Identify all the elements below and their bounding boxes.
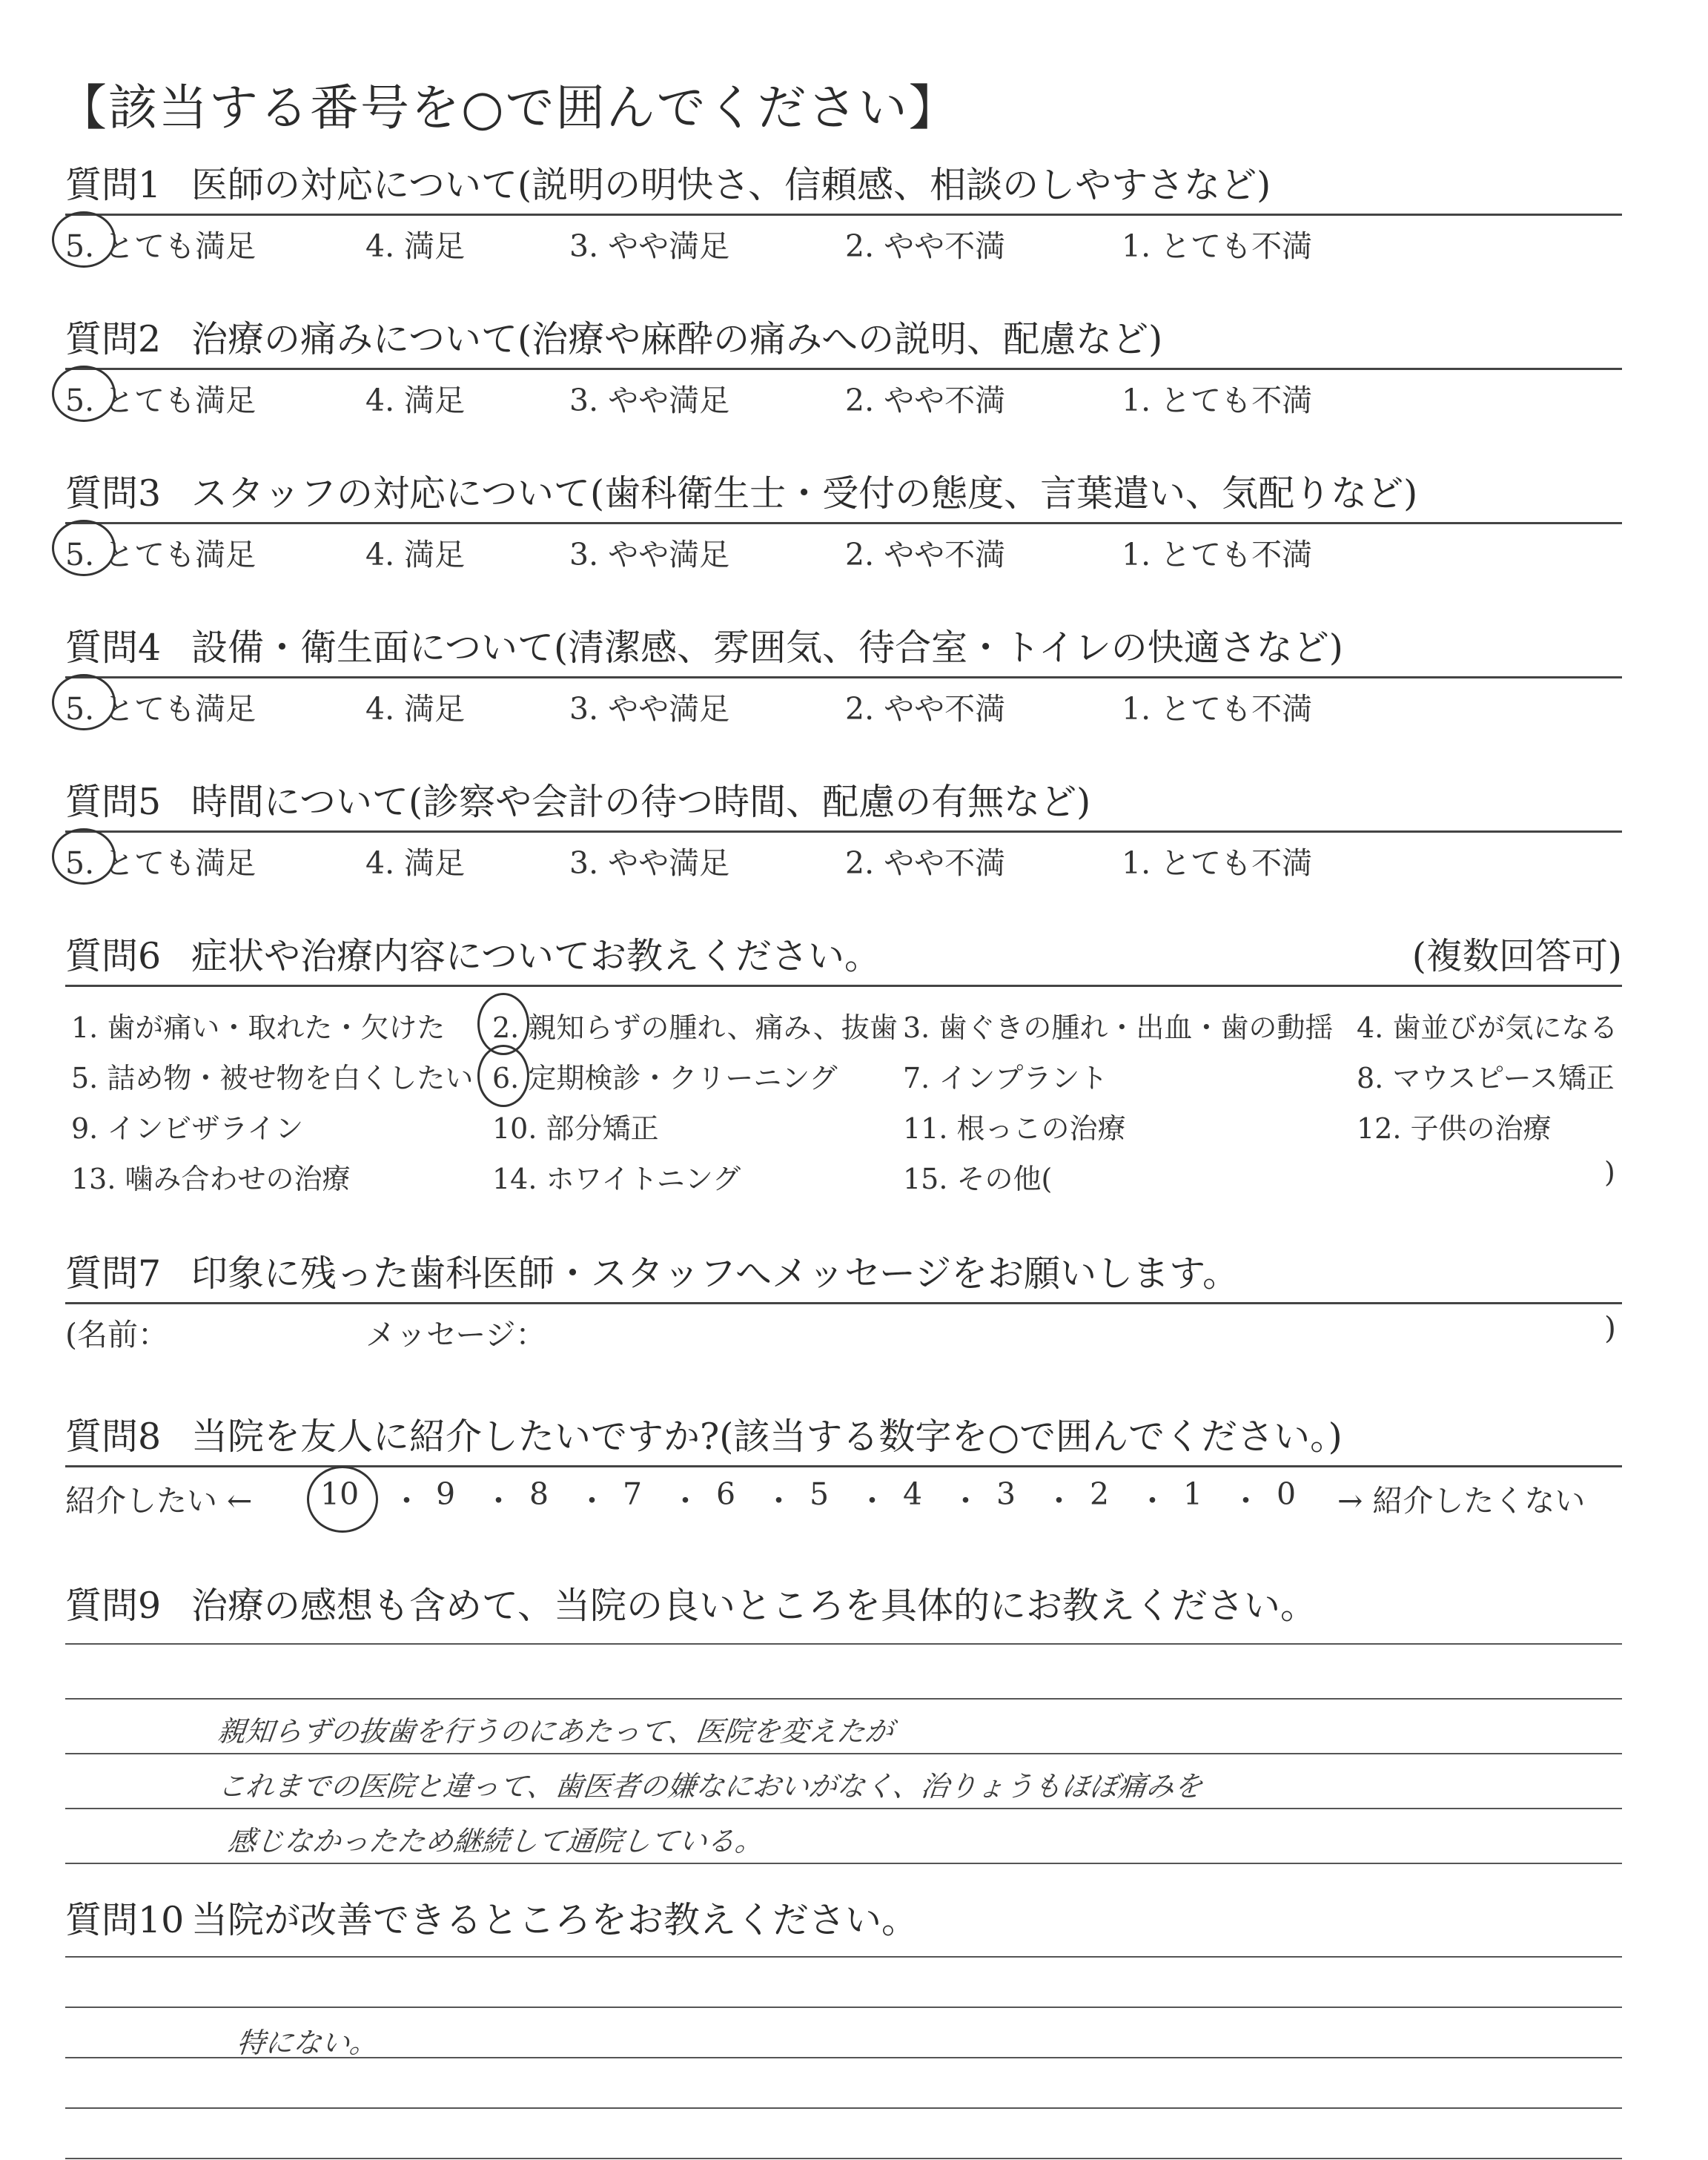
question-number: 質問1 [65,164,162,206]
scale-separator: ・ [857,1483,887,1519]
message-label: メッセージ： [365,1317,546,1353]
symptom-option[interactable]: 10. 部分矯正 [492,1112,659,1145]
rating-option-3[interactable]: 3. やや満足 [569,537,730,572]
question-text: 治療の感想も含めて、当院の良いところを具体的にお教えください。 [191,1585,1317,1627]
rating-options [65,833,1622,880]
question-text: 当院を友人に紹介したいですか?(該当する数字を○で囲んでください。) [191,1416,1343,1458]
scale-separator: ・ [1231,1483,1261,1519]
symptom-option-other[interactable]: 15. その他( [903,1163,1053,1195]
scale-separator: ・ [1044,1483,1074,1519]
multiple-answer-note: (複数回答可) [1411,935,1622,977]
question-9 [65,1578,1622,1857]
rating-option-2[interactable]: 2. やや不満 [845,691,1006,727]
question-number: 質問3 [65,472,162,515]
rating-option-3[interactable]: 3. やや満足 [569,691,730,727]
page-title: 【該当する番号を○で囲んでください】 [58,79,959,136]
rating-options [65,370,1622,417]
question-number: 質問7 [65,1252,162,1295]
question-3 [65,466,1622,572]
question-4 [65,620,1622,726]
symptom-option[interactable]: 13. 噛み合わせの治療 [71,1163,351,1195]
symptom-option[interactable]: 14. ホワイトニング [492,1163,741,1195]
handwritten-answer: 特にない。 [235,2027,380,2059]
handwritten-answer: 感じなかったため継続して通院している。 [226,1825,765,1857]
scale-left-label: 紹介したい ← [65,1483,253,1519]
rating-option-5[interactable]: 5. とても満足 [65,537,256,572]
symptom-option[interactable]: 12. 子供の治療 [1357,1112,1552,1145]
answer-line [65,1698,1622,1700]
rating-option-5[interactable]: 5. とても満足 [65,691,256,727]
answer-line [65,1956,1622,1958]
rating-option-2[interactable]: 2. やや不満 [845,228,1006,264]
scale-value[interactable]: 2 [1090,1476,1110,1512]
question-5 [65,774,1622,880]
scale-separator: ・ [483,1483,514,1519]
question-text: 印象に残った歯科医師・スタッフへメッセージをお願いします。 [191,1252,1239,1295]
message-close-paren: ) [1604,1310,1616,1346]
rating-option-5[interactable]: 5. とても満足 [65,383,256,418]
rating-option-4[interactable]: 4. 満足 [365,691,466,727]
rating-option-4[interactable]: 4. 満足 [365,537,466,572]
rating-option-1[interactable]: 1. とても不満 [1122,537,1313,572]
rating-option-5[interactable]: 5. とても満足 [65,845,256,881]
symptom-option[interactable]: 8. マウスピース矯正 [1357,1062,1615,1094]
rating-option-2[interactable]: 2. やや不満 [845,537,1006,572]
question-text: 治療の痛みについて(治療や麻酔の痛みへの説明、配慮など) [191,318,1163,360]
symptom-option[interactable]: 2. 親知らずの腫れ、痛み、抜歯 [492,1011,898,1044]
scale-value[interactable]: 4 [903,1476,923,1512]
answer-line [65,2158,1622,2159]
rating-option-4[interactable]: 4. 満足 [365,228,466,264]
scale-value[interactable]: 5 [810,1476,830,1512]
rating-options [65,524,1622,572]
rating-option-1[interactable]: 1. とても不満 [1122,845,1313,881]
scale-separator: ・ [670,1483,701,1519]
scale-value[interactable]: 3 [996,1476,1016,1512]
scale-value[interactable]: 9 [436,1476,456,1512]
question-number: 質問6 [65,935,162,977]
scale-separator: ・ [391,1483,422,1519]
question-number: 質問10 [65,1899,185,1941]
question-text: 医師の対応について(説明の明快さ、信頼感、相談のしやすさなど) [191,164,1271,206]
rating-options [65,678,1622,726]
rating-option-1[interactable]: 1. とても不満 [1122,228,1313,264]
symptom-option[interactable]: 5. 詰め物・被せ物を白くしたい [71,1062,474,1094]
recommend-scale [65,1467,1622,1524]
question-text: 設備・衛生面について(清潔感、雰囲気、待合室・トイレの快適さなど) [191,627,1343,669]
question-10 [65,1892,1622,2059]
question-2 [65,311,1622,417]
question-text: スタッフの対応について(歯科衛生士・受付の態度、言葉遣い、気配りなど) [191,472,1418,515]
question-1 [65,157,1622,263]
scale-value[interactable]: 1 [1183,1476,1203,1512]
scale-separator: ・ [577,1483,607,1519]
symptom-option[interactable]: 9. インビザライン [71,1112,304,1145]
symptom-option[interactable]: 1. 歯が痛い・取れた・欠けた [71,1011,446,1044]
scale-value[interactable]: 8 [529,1476,549,1512]
scale-value[interactable]: 10 [320,1476,360,1512]
question-number: 質問8 [65,1416,162,1458]
answer-line [65,1643,1622,1645]
scale-separator: ・ [1137,1483,1168,1519]
question-number: 質問5 [65,781,162,823]
symptom-option[interactable]: 4. 歯並びが気になる [1357,1011,1618,1044]
answer-line [65,1863,1622,1864]
name-label: (名前： [65,1317,168,1353]
question-text: 時間について(診察や会計の待つ時間、配慮の有無など) [191,781,1091,823]
answer-line [65,1753,1622,1754]
symptom-option[interactable]: 6. 定期検診・クリーニング [492,1062,838,1094]
rating-option-4[interactable]: 4. 満足 [365,845,466,881]
rating-option-5[interactable]: 5. とても満足 [65,228,256,264]
rating-option-4[interactable]: 4. 満足 [365,383,466,418]
answer-line [65,2007,1622,2008]
question-number: 質問9 [65,1585,162,1627]
scale-value[interactable]: 6 [716,1476,736,1512]
answer-line [65,2107,1622,2109]
question-text: 症状や治療内容についてお教えください。 [191,935,881,977]
rating-option-2[interactable]: 2. やや不満 [845,845,1006,881]
handwritten-answer: 親知らずの抜歯を行うのにあたって、医院を変えたが [216,1715,896,1748]
scale-value[interactable]: 0 [1277,1476,1297,1512]
rating-option-2[interactable]: 2. やや不満 [845,383,1006,418]
scale-value[interactable]: 7 [623,1476,643,1512]
question-number: 質問4 [65,627,162,669]
symptom-option[interactable]: 7. インプラント [903,1062,1108,1094]
other-close-paren: ) [1604,1156,1615,1189]
rating-option-3[interactable]: 3. やや満足 [569,845,730,881]
question-7 [65,1246,1622,1352]
scale-separator: ・ [950,1483,981,1519]
rating-option-3[interactable]: 3. やや満足 [569,383,730,418]
question-6 [65,928,1622,1202]
question-8 [65,1409,1622,1524]
symptom-options [65,987,1622,1202]
rating-option-1[interactable]: 1. とても不満 [1122,383,1313,418]
rating-option-1[interactable]: 1. とても不満 [1122,691,1313,727]
handwritten-answer: これまでの医院と違って、歯医者の嫌なにおいがなく、治りょうもほぼ痛みを [216,1770,1205,1803]
symptom-option[interactable]: 3. 歯ぐきの腫れ・出血・歯の動揺 [903,1011,1334,1044]
symptom-option[interactable]: 11. 根っこの治療 [903,1112,1126,1145]
scale-right-label: → 紹介したくない [1337,1483,1586,1519]
rating-option-3[interactable]: 3. やや満足 [569,228,730,264]
rating-options [65,216,1622,263]
question-number: 質問2 [65,318,162,360]
scale-separator: ・ [764,1483,794,1519]
answer-line [65,1808,1622,1809]
question-text: 当院が改善できるところをお教えください。 [191,1899,918,1941]
